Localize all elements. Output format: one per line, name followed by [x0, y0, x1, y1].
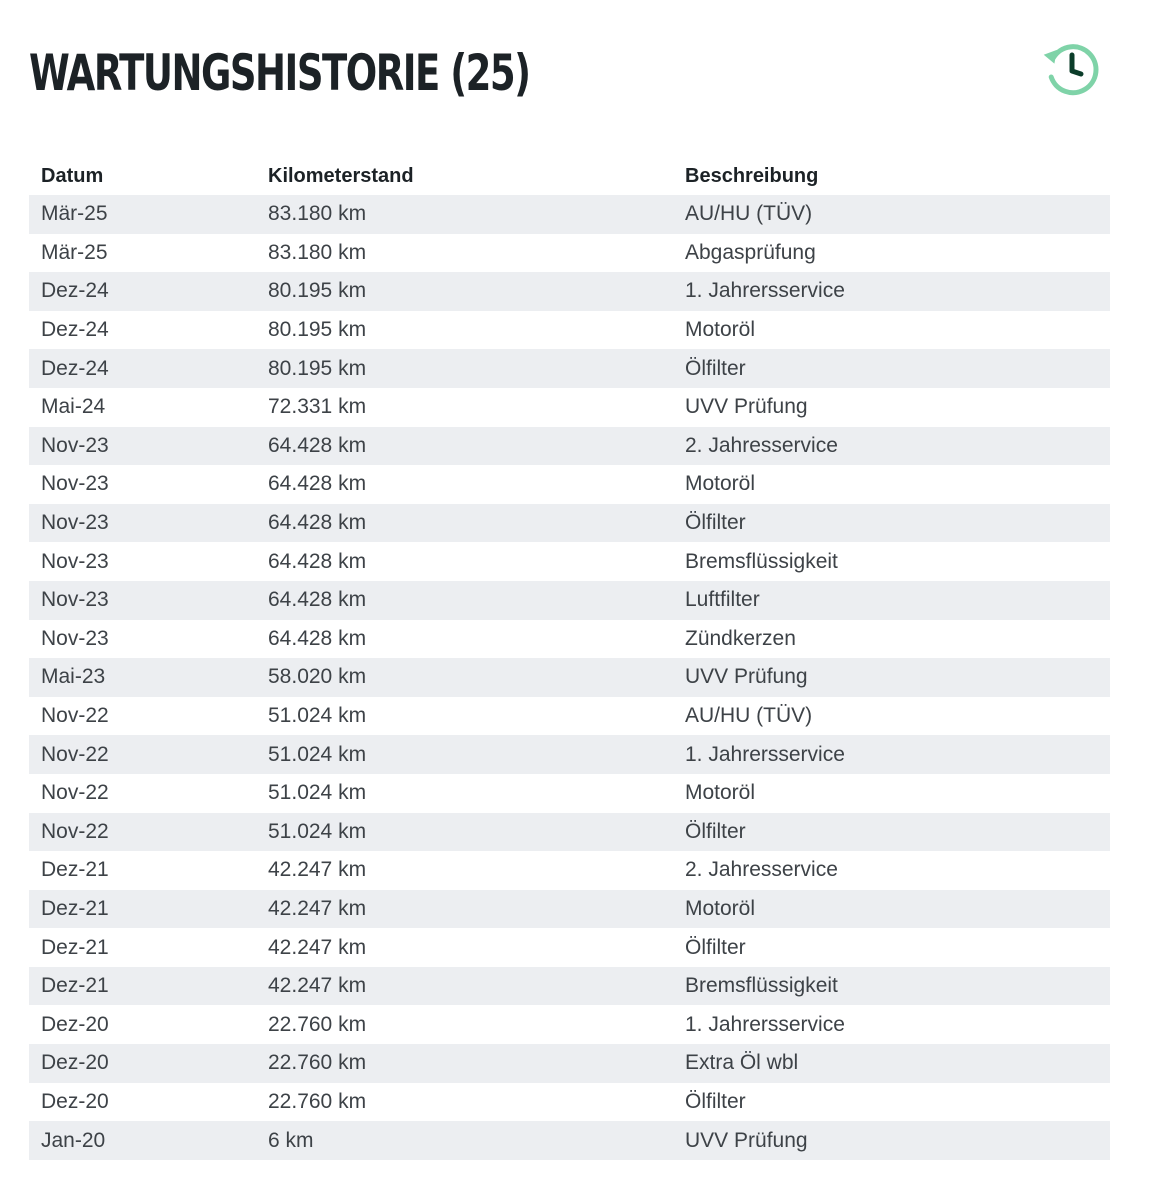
cell-date: Nov-23 — [29, 465, 256, 504]
cell-mileage: 64.428 km — [256, 581, 673, 620]
cell-description: Luftfilter — [673, 581, 1110, 620]
history-clock-icon[interactable] — [1041, 38, 1103, 100]
page-title: WARTUNGSHISTORIE (25) — [29, 44, 530, 102]
cell-date: Nov-22 — [29, 697, 256, 736]
cell-mileage: 42.247 km — [256, 890, 673, 929]
cell-date: Mai-23 — [29, 658, 256, 697]
cell-description: UVV Prüfung — [673, 658, 1110, 697]
table-row — [29, 465, 1110, 504]
cell-mileage: 80.195 km — [256, 272, 673, 311]
cell-description: Motoröl — [673, 890, 1110, 929]
table-row — [29, 697, 1110, 736]
cell-mileage: 22.760 km — [256, 1044, 673, 1083]
cell-date: Dez-20 — [29, 1005, 256, 1044]
cell-date: Nov-22 — [29, 813, 256, 852]
cell-date: Dez-24 — [29, 311, 256, 350]
cell-date: Mai-24 — [29, 388, 256, 427]
cell-description: Motoröl — [673, 311, 1110, 350]
cell-description: 2. Jahresservice — [673, 427, 1110, 466]
table-row — [29, 542, 1110, 581]
cell-description: Ölfilter — [673, 349, 1110, 388]
cell-date: Nov-23 — [29, 427, 256, 466]
cell-description: UVV Prüfung — [673, 1121, 1110, 1160]
column-header-description: Beschreibung — [685, 164, 819, 187]
cell-mileage: 42.247 km — [256, 928, 673, 967]
cell-date: Nov-22 — [29, 774, 256, 813]
header — [29, 42, 1109, 112]
table-row — [29, 1044, 1110, 1083]
table-row — [29, 735, 1110, 774]
cell-date: Jan-20 — [29, 1121, 256, 1160]
cell-date: Dez-21 — [29, 851, 256, 890]
cell-date: Mär-25 — [29, 234, 256, 273]
cell-date: Mär-25 — [29, 195, 256, 234]
cell-description: Extra Öl wbl — [673, 1044, 1110, 1083]
cell-description: Motoröl — [673, 774, 1110, 813]
cell-date: Dez-20 — [29, 1083, 256, 1122]
cell-description: 1. Jahrersservice — [673, 272, 1110, 311]
table-header-row — [29, 157, 1110, 195]
table-row — [29, 851, 1110, 890]
cell-date: Nov-23 — [29, 504, 256, 543]
cell-mileage: 64.428 km — [256, 465, 673, 504]
table-row — [29, 272, 1110, 311]
cell-mileage: 42.247 km — [256, 851, 673, 890]
table-row — [29, 620, 1110, 659]
table-row — [29, 890, 1110, 929]
cell-description: 1. Jahrersservice — [673, 1005, 1110, 1044]
cell-description: UVV Prüfung — [673, 388, 1110, 427]
table-row — [29, 774, 1110, 813]
cell-date: Dez-24 — [29, 272, 256, 311]
cell-mileage: 80.195 km — [256, 349, 673, 388]
table-row — [29, 349, 1110, 388]
cell-mileage: 51.024 km — [256, 697, 673, 736]
cell-mileage: 51.024 km — [256, 774, 673, 813]
cell-mileage: 64.428 km — [256, 542, 673, 581]
cell-mileage: 72.331 km — [256, 388, 673, 427]
cell-mileage: 51.024 km — [256, 813, 673, 852]
cell-mileage: 22.760 km — [256, 1005, 673, 1044]
cell-date: Nov-23 — [29, 620, 256, 659]
table-row — [29, 967, 1110, 1006]
cell-description: Abgasprüfung — [673, 234, 1110, 273]
table-row — [29, 928, 1110, 967]
cell-description: 1. Jahrersservice — [673, 735, 1110, 774]
cell-date: Dez-24 — [29, 349, 256, 388]
cell-mileage: 22.760 km — [256, 1083, 673, 1122]
table-row — [29, 195, 1110, 234]
cell-mileage: 83.180 km — [256, 195, 673, 234]
table-row — [29, 813, 1110, 852]
column-header-mileage: Kilometerstand — [268, 164, 414, 187]
cell-description: AU/HU (TÜV) — [673, 697, 1110, 736]
cell-mileage: 51.024 km — [256, 735, 673, 774]
cell-description: AU/HU (TÜV) — [673, 195, 1110, 234]
cell-mileage: 42.247 km — [256, 967, 673, 1006]
cell-mileage: 64.428 km — [256, 427, 673, 466]
cell-description: Zündkerzen — [673, 620, 1110, 659]
cell-date: Nov-23 — [29, 542, 256, 581]
cell-date: Dez-20 — [29, 1044, 256, 1083]
table-row — [29, 581, 1110, 620]
table-row — [29, 311, 1110, 350]
cell-mileage: 6 km — [256, 1121, 673, 1160]
table-row — [29, 427, 1110, 466]
cell-date: Dez-21 — [29, 928, 256, 967]
cell-date: Dez-21 — [29, 967, 256, 1006]
cell-description: 2. Jahresservice — [673, 851, 1110, 890]
cell-date: Nov-23 — [29, 581, 256, 620]
cell-mileage: 64.428 km — [256, 620, 673, 659]
table-row — [29, 1121, 1110, 1160]
cell-description: Ölfilter — [673, 1083, 1110, 1122]
table-row — [29, 1005, 1110, 1044]
cell-description: Ölfilter — [673, 928, 1110, 967]
table-row — [29, 234, 1110, 273]
column-header-date: Datum — [41, 164, 104, 187]
cell-date: Nov-22 — [29, 735, 256, 774]
table-row — [29, 658, 1110, 697]
cell-description: Bremsflüssigkeit — [673, 967, 1110, 1006]
cell-mileage: 64.428 km — [256, 504, 673, 543]
table-row — [29, 1083, 1110, 1122]
cell-description: Bremsflüssigkeit — [673, 542, 1110, 581]
cell-mileage: 83.180 km — [256, 234, 673, 273]
cell-description: Ölfilter — [673, 813, 1110, 852]
cell-description: Ölfilter — [673, 504, 1110, 543]
maintenance-history-table — [29, 157, 1110, 1160]
cell-mileage: 80.195 km — [256, 311, 673, 350]
cell-description: Motoröl — [673, 465, 1110, 504]
cell-date: Dez-21 — [29, 890, 256, 929]
table-row — [29, 388, 1110, 427]
cell-mileage: 58.020 km — [256, 658, 673, 697]
table-row — [29, 504, 1110, 543]
